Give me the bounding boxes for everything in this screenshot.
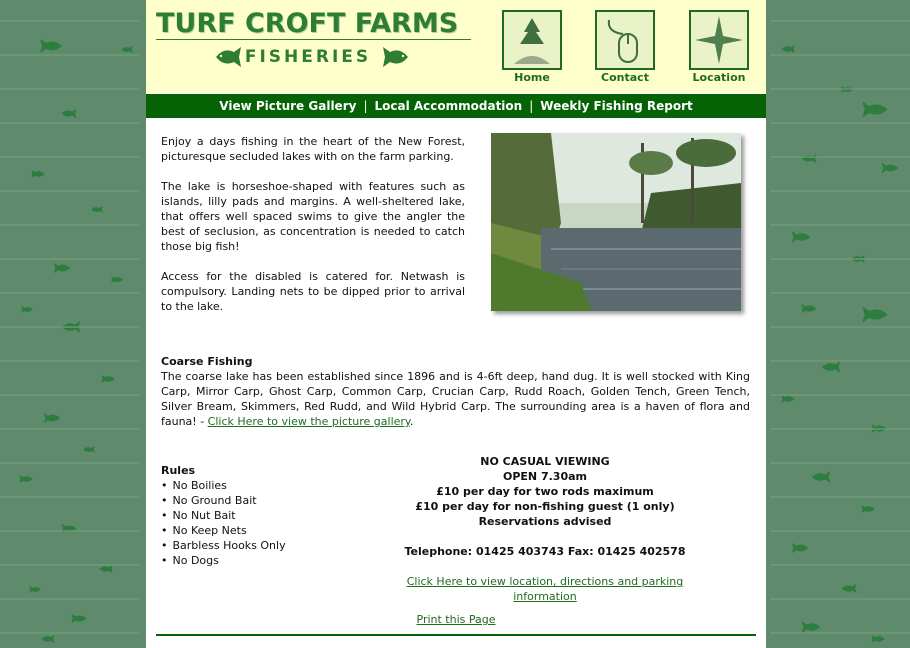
background-fish-icon bbox=[30, 165, 46, 183]
background-fish-icon bbox=[52, 260, 72, 278]
background-wave bbox=[770, 122, 910, 124]
background-fish-icon bbox=[800, 150, 818, 168]
background-fish-icon bbox=[82, 440, 96, 458]
header bbox=[146, 0, 766, 93]
background-fish-icon bbox=[110, 270, 124, 288]
info-line: £10 per day for non-fishing guest (1 only) bbox=[415, 500, 675, 513]
location-link-container bbox=[374, 574, 716, 604]
background-wave bbox=[0, 394, 140, 396]
location-label[interactable]: Location bbox=[692, 71, 746, 84]
rule-item: • No Dogs bbox=[161, 553, 361, 568]
telephone-info: Telephone: 01425 403743 Fax: 01425 402578 bbox=[404, 545, 686, 558]
background-fish-icon bbox=[820, 360, 842, 378]
rules-list-container bbox=[161, 478, 361, 568]
lake-photo bbox=[491, 133, 741, 311]
coarse-text: The coarse lake has been established since 1896 and is 4-6ft deep, hand dug. It is well stocked with King Carp, Mirror Carp, Ghost Carp, Common Carp, Crucian Carp, Rudd Roach, Golden Tench, Green Tench, Silver Bream, Skimmers, Red Rudd, and Wild Hybrid Carp. The surrounding area is a haven of flora and fauna! - bbox=[161, 370, 750, 428]
background-wave bbox=[0, 598, 140, 600]
home-button[interactable] bbox=[502, 10, 562, 70]
background-wave bbox=[0, 632, 140, 634]
intro-paragraph-2: The lake is horseshoe-shaped with features such as islands, lilly pads and margins. A well-sheltered lake, that offers well spaced swims to give the angler the best of seclusion, as concentration is needed to catch those big fish! bbox=[161, 180, 465, 253]
background-wave bbox=[0, 190, 140, 192]
background-wave bbox=[770, 292, 910, 294]
info-line: Reservations advised bbox=[478, 515, 612, 528]
background-fish-icon bbox=[70, 610, 88, 628]
background-wave bbox=[0, 530, 140, 532]
rules-list bbox=[161, 478, 361, 568]
background-wave bbox=[770, 428, 910, 430]
background-fish-icon bbox=[60, 520, 78, 538]
info-line: OPEN 7.30am bbox=[503, 470, 587, 483]
nav-separator: | bbox=[529, 99, 534, 113]
coarse-after: . bbox=[409, 415, 414, 428]
rule-item: • No Ground Bait bbox=[161, 493, 361, 508]
print-page-link[interactable]: Print this Page bbox=[416, 613, 496, 626]
nav-picture-gallery[interactable]: View Picture Gallery bbox=[219, 99, 357, 113]
background-fish-icon bbox=[840, 580, 858, 598]
background-wave bbox=[770, 54, 910, 56]
background-fish-icon bbox=[20, 300, 34, 318]
coarse-heading: Coarse Fishing bbox=[161, 355, 253, 368]
nav-local-accommodation[interactable]: Local Accommodation bbox=[374, 99, 523, 113]
background-wave bbox=[0, 156, 140, 158]
background-wave bbox=[0, 564, 140, 566]
fish-icon bbox=[382, 44, 410, 76]
background-wave bbox=[770, 326, 910, 328]
background-wave bbox=[770, 564, 910, 566]
background-fish-icon bbox=[100, 370, 116, 388]
background-wave bbox=[770, 496, 910, 498]
nav-weekly-fishing-report[interactable]: Weekly Fishing Report bbox=[540, 99, 693, 113]
background-wave bbox=[770, 598, 910, 600]
background-fish-icon bbox=[810, 470, 832, 488]
rule-item: • No Boilies bbox=[161, 478, 361, 493]
rules-heading: Rules bbox=[161, 464, 196, 477]
background-wave bbox=[0, 224, 140, 226]
background-fish-icon bbox=[90, 200, 104, 218]
contact-label[interactable]: Contact bbox=[601, 71, 649, 84]
background-wave bbox=[770, 632, 910, 634]
background-wave bbox=[0, 292, 140, 294]
location-directions-link[interactable]: Click Here to view location, directions and parking information bbox=[406, 575, 684, 603]
intro-paragraph-3: Access for the disabled is catered for. Netwash is compulsory. Landing nets to be dipped prior to arrival to the lake. bbox=[161, 270, 465, 313]
rule-item: • No Keep Nets bbox=[161, 523, 361, 538]
background-fish-icon bbox=[800, 300, 818, 318]
background-fish-icon bbox=[60, 320, 82, 338]
background-wave bbox=[0, 360, 140, 362]
background-wave bbox=[0, 258, 140, 260]
home-label[interactable]: Home bbox=[514, 71, 550, 84]
background-wave bbox=[0, 88, 140, 90]
main-navbar bbox=[146, 94, 766, 118]
background-wave bbox=[0, 428, 140, 430]
page-container bbox=[146, 0, 766, 648]
background-fish-icon bbox=[860, 305, 890, 328]
mouse-icon bbox=[597, 53, 653, 72]
background-fish-icon bbox=[98, 560, 114, 578]
background-fish-icon bbox=[42, 410, 62, 428]
background-wave bbox=[770, 258, 910, 260]
background-fish-icon bbox=[860, 100, 890, 123]
background-fish-icon bbox=[790, 230, 812, 248]
nav-separator: | bbox=[363, 99, 368, 113]
coarse-paragraph bbox=[161, 369, 750, 429]
background-wave bbox=[770, 88, 910, 90]
rule-item: • Barbless Hooks Only bbox=[161, 538, 361, 553]
info-line: £10 per day for two rods maximum bbox=[436, 485, 654, 498]
intro-paragraph-1: Enjoy a days fishing in the heart of the New Forest, picturesque secluded lakes with on the farm parking. bbox=[161, 135, 465, 163]
rule-item: • No Nut Bait bbox=[161, 508, 361, 523]
background-fish-icon bbox=[28, 580, 42, 598]
picture-gallery-link[interactable]: Click Here to view the picture gallery bbox=[207, 415, 410, 428]
background-fish-icon bbox=[60, 105, 78, 123]
print-container bbox=[146, 613, 766, 626]
background-wave bbox=[770, 394, 910, 396]
compass-star-icon bbox=[691, 53, 747, 72]
background-wave bbox=[770, 462, 910, 464]
background-wave bbox=[770, 20, 910, 22]
background-wave bbox=[770, 190, 910, 192]
logo-divider bbox=[156, 39, 471, 40]
site-subtitle: FISHERIES bbox=[244, 47, 372, 67]
background-wave bbox=[0, 462, 140, 464]
footer-divider bbox=[156, 634, 756, 636]
background-wave bbox=[0, 54, 140, 56]
tree-path-icon bbox=[504, 53, 560, 72]
background-wave bbox=[770, 156, 910, 158]
contact-button[interactable] bbox=[595, 10, 655, 70]
location-button[interactable] bbox=[689, 10, 749, 70]
background-wave bbox=[770, 224, 910, 226]
site-title: TURF CROFT FARMS bbox=[156, 8, 459, 39]
background-wave bbox=[0, 496, 140, 498]
background-wave bbox=[770, 530, 910, 532]
background-wave bbox=[0, 20, 140, 22]
info-line: NO CASUAL VIEWING bbox=[480, 455, 610, 468]
background-fish-icon bbox=[780, 390, 796, 408]
background-fish-icon bbox=[18, 470, 34, 488]
background-fish-icon bbox=[860, 500, 876, 518]
background-fish-icon bbox=[790, 540, 810, 558]
background-wave bbox=[770, 360, 910, 362]
background-fish-icon bbox=[800, 620, 822, 638]
background-wave bbox=[0, 122, 140, 124]
background-fish-icon bbox=[880, 160, 900, 178]
background-wave bbox=[0, 326, 140, 328]
